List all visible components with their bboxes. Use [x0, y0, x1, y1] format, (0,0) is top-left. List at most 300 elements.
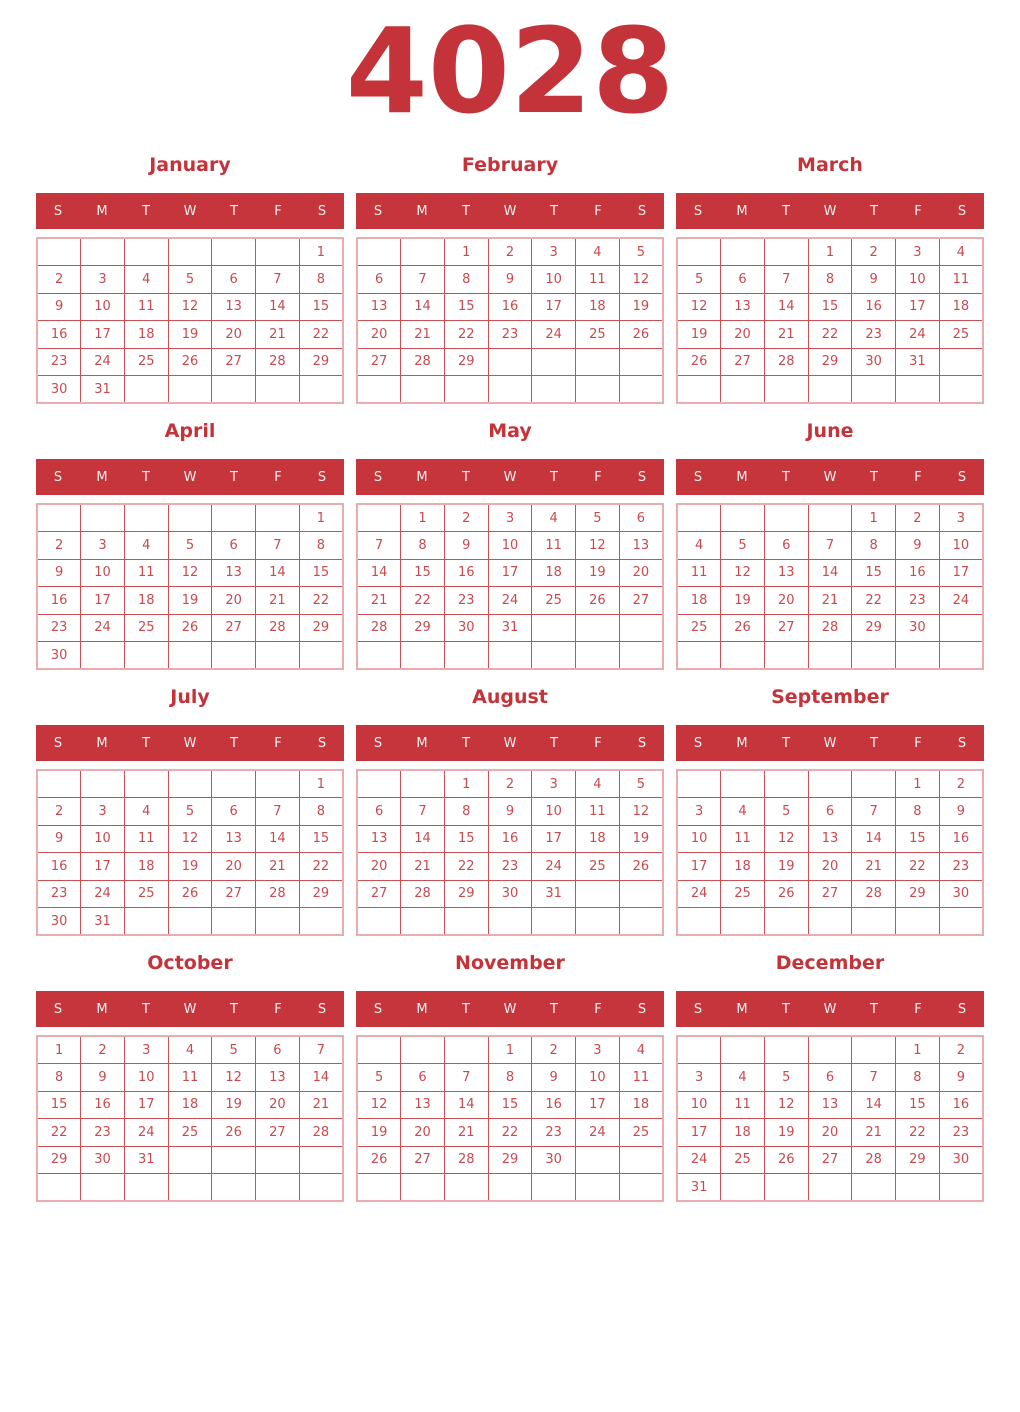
weekday-header — [36, 193, 344, 229]
date-cell: 19 — [619, 293, 663, 321]
date-cell: 28 — [256, 880, 300, 908]
date-cell: 12 — [168, 825, 212, 853]
date-cell: 26 — [576, 587, 620, 615]
weekday-label: M — [96, 735, 108, 751]
empty-cell — [401, 1036, 445, 1064]
date-cell: 11 — [677, 559, 721, 587]
month-dates-body — [37, 504, 343, 669]
date-cell: 9 — [444, 532, 488, 560]
empty-cell — [81, 1174, 125, 1202]
weekday-label: M — [96, 1001, 108, 1017]
date-cell: 15 — [488, 1091, 532, 1119]
date-cell: 4 — [576, 770, 620, 798]
date-cell: 22 — [896, 1119, 940, 1147]
date-cell: 5 — [764, 798, 808, 826]
week-row — [37, 238, 343, 266]
weekday-header — [676, 725, 984, 761]
date-cell: 12 — [168, 559, 212, 587]
empty-cell — [939, 348, 983, 376]
month-dates-body — [37, 1036, 343, 1201]
weekday-label: F — [914, 203, 922, 219]
date-cell: 6 — [357, 798, 401, 826]
date-cell: 11 — [721, 825, 765, 853]
month-dates-table — [36, 1035, 344, 1202]
empty-cell — [168, 1146, 212, 1174]
date-cell: 23 — [37, 880, 81, 908]
week-row — [677, 614, 983, 642]
month-dates-body — [677, 238, 983, 403]
date-cell: 9 — [939, 1064, 983, 1092]
year-title: 4028 — [345, 2, 675, 140]
month-block — [36, 414, 344, 670]
weekday-label: S — [53, 1001, 63, 1017]
date-cell: 20 — [764, 587, 808, 615]
date-cell: 25 — [124, 880, 168, 908]
date-cell: 18 — [721, 1119, 765, 1147]
month-block — [356, 414, 664, 670]
date-cell: 19 — [357, 1119, 401, 1147]
month-block — [356, 946, 664, 1202]
date-cell: 16 — [488, 825, 532, 853]
empty-cell — [764, 376, 808, 404]
date-cell: 21 — [852, 853, 896, 881]
empty-cell — [532, 376, 576, 404]
month-block — [36, 148, 344, 404]
month-block — [676, 148, 984, 404]
weekday-label: T — [870, 735, 878, 751]
weekday-label: F — [274, 1001, 282, 1017]
empty-cell — [576, 376, 620, 404]
date-cell: 16 — [37, 853, 81, 881]
weekday-label: M — [736, 1001, 748, 1017]
week-row — [37, 614, 343, 642]
date-cell: 19 — [677, 321, 721, 349]
empty-cell — [808, 376, 852, 404]
date-cell: 3 — [532, 770, 576, 798]
month-dates-body — [37, 770, 343, 935]
week-row — [357, 614, 663, 642]
date-cell: 29 — [444, 348, 488, 376]
date-cell: 23 — [37, 348, 81, 376]
empty-cell — [721, 1036, 765, 1064]
empty-cell — [444, 908, 488, 936]
week-row — [357, 266, 663, 294]
week-row — [357, 1064, 663, 1092]
date-cell: 1 — [299, 238, 343, 266]
date-cell: 24 — [81, 880, 125, 908]
empty-cell — [357, 770, 401, 798]
date-cell: 28 — [401, 348, 445, 376]
weekday-label: T — [782, 469, 790, 485]
weekday-label: T — [462, 203, 470, 219]
weekday-header — [676, 991, 984, 1027]
date-cell: 27 — [619, 587, 663, 615]
date-cell: 29 — [444, 880, 488, 908]
date-cell: 15 — [299, 293, 343, 321]
week-row — [37, 1119, 343, 1147]
empty-cell — [532, 642, 576, 670]
date-cell: 25 — [576, 853, 620, 881]
weekday-label: S — [693, 203, 703, 219]
week-row — [677, 559, 983, 587]
week-row — [357, 642, 663, 670]
date-cell: 21 — [444, 1119, 488, 1147]
date-cell: 2 — [488, 238, 532, 266]
date-cell: 26 — [764, 880, 808, 908]
date-cell: 16 — [37, 321, 81, 349]
date-cell: 7 — [852, 1064, 896, 1092]
date-cell: 22 — [299, 321, 343, 349]
date-cell: 18 — [721, 853, 765, 881]
weekday-label: T — [550, 469, 558, 485]
date-cell: 30 — [896, 614, 940, 642]
month-name: January — [149, 154, 231, 176]
date-cell: 16 — [444, 559, 488, 587]
date-cell: 24 — [939, 587, 983, 615]
date-cell: 14 — [852, 1091, 896, 1119]
date-cell: 23 — [488, 853, 532, 881]
date-cell: 4 — [721, 1064, 765, 1092]
month-block — [36, 946, 344, 1202]
weekday-label: M — [96, 469, 108, 485]
date-cell: 11 — [619, 1064, 663, 1092]
week-row — [677, 798, 983, 826]
empty-cell — [124, 908, 168, 936]
date-cell: 11 — [576, 266, 620, 294]
week-row — [37, 559, 343, 587]
date-cell: 23 — [444, 587, 488, 615]
date-cell: 13 — [212, 293, 256, 321]
weekday-label: F — [274, 469, 282, 485]
date-cell: 27 — [401, 1146, 445, 1174]
date-cell: 19 — [619, 825, 663, 853]
weekday-label: T — [462, 469, 470, 485]
weekday-header — [356, 459, 664, 495]
date-cell: 19 — [764, 853, 808, 881]
weekday-label: T — [870, 1001, 878, 1017]
date-cell: 13 — [212, 559, 256, 587]
date-cell: 1 — [444, 770, 488, 798]
date-cell: 27 — [357, 348, 401, 376]
week-row — [677, 1091, 983, 1119]
week-row — [357, 1119, 663, 1147]
date-cell: 10 — [532, 266, 576, 294]
date-cell: 24 — [896, 321, 940, 349]
weekday-label: W — [183, 469, 197, 485]
date-cell: 27 — [721, 348, 765, 376]
month-dates-body — [37, 238, 343, 403]
empty-cell — [256, 376, 300, 404]
date-cell: 9 — [488, 798, 532, 826]
empty-cell — [808, 908, 852, 936]
date-cell: 5 — [721, 532, 765, 560]
empty-cell — [576, 880, 620, 908]
date-cell: 29 — [896, 1146, 940, 1174]
date-cell: 15 — [808, 293, 852, 321]
week-row — [677, 348, 983, 376]
date-cell: 22 — [37, 1119, 81, 1147]
empty-cell — [677, 376, 721, 404]
date-cell: 3 — [939, 504, 983, 532]
weekday-label: M — [416, 203, 428, 219]
date-cell: 23 — [532, 1119, 576, 1147]
date-cell: 26 — [168, 880, 212, 908]
date-cell: 18 — [124, 321, 168, 349]
date-cell: 25 — [619, 1119, 663, 1147]
date-cell: 5 — [168, 266, 212, 294]
date-cell: 13 — [808, 825, 852, 853]
date-cell: 6 — [808, 798, 852, 826]
date-cell: 9 — [37, 825, 81, 853]
empty-cell — [212, 238, 256, 266]
empty-cell — [256, 1146, 300, 1174]
empty-cell — [576, 1146, 620, 1174]
date-cell: 30 — [852, 348, 896, 376]
date-cell: 6 — [357, 266, 401, 294]
empty-cell — [488, 642, 532, 670]
month-dates-body — [357, 238, 663, 403]
empty-cell — [81, 504, 125, 532]
date-cell: 8 — [37, 1064, 81, 1092]
week-row — [37, 376, 343, 404]
weekday-label: S — [53, 469, 63, 485]
date-cell: 12 — [619, 266, 663, 294]
month-name: August — [472, 686, 548, 708]
weekday-label: T — [782, 203, 790, 219]
date-cell: 20 — [357, 853, 401, 881]
date-cell: 2 — [488, 770, 532, 798]
date-cell: 30 — [939, 1146, 983, 1174]
empty-cell — [764, 1174, 808, 1202]
date-cell: 14 — [852, 825, 896, 853]
date-cell: 22 — [299, 587, 343, 615]
date-cell: 1 — [808, 238, 852, 266]
date-cell: 29 — [808, 348, 852, 376]
date-cell: 7 — [256, 266, 300, 294]
empty-cell — [721, 908, 765, 936]
weekday-label: F — [594, 1001, 602, 1017]
empty-cell — [444, 1036, 488, 1064]
date-cell: 31 — [896, 348, 940, 376]
date-cell: 12 — [168, 293, 212, 321]
date-cell: 15 — [401, 559, 445, 587]
empty-cell — [619, 880, 663, 908]
date-cell: 4 — [721, 798, 765, 826]
date-cell: 28 — [299, 1119, 343, 1147]
date-cell: 13 — [256, 1064, 300, 1092]
date-cell: 9 — [37, 559, 81, 587]
date-cell: 26 — [619, 321, 663, 349]
date-cell: 3 — [532, 238, 576, 266]
weekday-label: F — [274, 203, 282, 219]
date-cell: 24 — [488, 587, 532, 615]
date-cell: 1 — [299, 504, 343, 532]
date-cell: 14 — [808, 559, 852, 587]
empty-cell — [808, 770, 852, 798]
empty-cell — [256, 238, 300, 266]
date-cell: 16 — [488, 293, 532, 321]
week-row — [677, 908, 983, 936]
week-row — [357, 1146, 663, 1174]
month-dates-table — [356, 1035, 664, 1202]
weekday-label: T — [142, 735, 150, 751]
empty-cell — [299, 1146, 343, 1174]
date-cell: 10 — [939, 532, 983, 560]
weekday-label: S — [957, 1001, 967, 1017]
empty-cell — [357, 376, 401, 404]
date-cell: 31 — [81, 908, 125, 936]
date-cell: 21 — [852, 1119, 896, 1147]
empty-cell — [357, 504, 401, 532]
date-cell: 29 — [401, 614, 445, 642]
empty-cell — [532, 348, 576, 376]
date-cell: 19 — [721, 587, 765, 615]
month-dates-body — [677, 1036, 983, 1201]
empty-cell — [168, 504, 212, 532]
date-cell: 17 — [81, 321, 125, 349]
date-cell: 17 — [532, 293, 576, 321]
weekday-label: M — [736, 203, 748, 219]
date-cell: 25 — [721, 1146, 765, 1174]
weekday-header — [676, 459, 984, 495]
date-cell: 18 — [168, 1091, 212, 1119]
week-row — [37, 321, 343, 349]
date-cell: 24 — [677, 880, 721, 908]
empty-cell — [444, 642, 488, 670]
weekday-label: W — [503, 1001, 517, 1017]
week-row — [677, 770, 983, 798]
date-cell: 31 — [677, 1174, 721, 1202]
empty-cell — [124, 376, 168, 404]
date-cell: 24 — [532, 321, 576, 349]
empty-cell — [721, 1174, 765, 1202]
empty-cell — [939, 614, 983, 642]
month-dates-table — [676, 503, 984, 670]
date-cell: 29 — [299, 348, 343, 376]
week-row — [677, 1036, 983, 1064]
week-row — [357, 1174, 663, 1202]
date-cell: 23 — [939, 1119, 983, 1147]
weekday-label: S — [957, 469, 967, 485]
date-cell: 17 — [488, 559, 532, 587]
date-cell: 23 — [939, 853, 983, 881]
empty-cell — [532, 1174, 576, 1202]
date-cell: 24 — [81, 614, 125, 642]
date-cell: 8 — [299, 798, 343, 826]
date-cell: 18 — [576, 825, 620, 853]
date-cell: 21 — [256, 853, 300, 881]
empty-cell — [401, 376, 445, 404]
months-grid — [0, 148, 1020, 1202]
weekday-label: F — [914, 469, 922, 485]
empty-cell — [212, 504, 256, 532]
date-cell: 24 — [124, 1119, 168, 1147]
date-cell: 22 — [444, 321, 488, 349]
date-cell: 9 — [81, 1064, 125, 1092]
empty-cell — [532, 908, 576, 936]
month-dates-body — [357, 770, 663, 935]
empty-cell — [124, 1174, 168, 1202]
date-cell: 12 — [576, 532, 620, 560]
month-name: December — [775, 952, 885, 974]
date-cell: 25 — [939, 321, 983, 349]
weekday-label: W — [823, 735, 837, 751]
empty-cell — [896, 908, 940, 936]
empty-cell — [212, 376, 256, 404]
week-row — [677, 266, 983, 294]
weekday-label: M — [416, 1001, 428, 1017]
date-cell: 13 — [619, 532, 663, 560]
date-cell: 17 — [677, 853, 721, 881]
weekday-label: S — [317, 203, 327, 219]
weekday-label: W — [823, 203, 837, 219]
date-cell: 2 — [532, 1036, 576, 1064]
date-cell: 2 — [939, 770, 983, 798]
date-cell: 29 — [896, 880, 940, 908]
week-row — [37, 880, 343, 908]
date-cell: 11 — [168, 1064, 212, 1092]
date-cell: 2 — [444, 504, 488, 532]
empty-cell — [677, 642, 721, 670]
date-cell: 4 — [124, 266, 168, 294]
week-row — [357, 348, 663, 376]
date-cell: 17 — [532, 825, 576, 853]
date-cell: 16 — [896, 559, 940, 587]
empty-cell — [37, 1174, 81, 1202]
week-row — [677, 1174, 983, 1202]
date-cell: 2 — [896, 504, 940, 532]
date-cell: 22 — [488, 1119, 532, 1147]
date-cell: 1 — [37, 1036, 81, 1064]
week-row — [357, 908, 663, 936]
empty-cell — [256, 1174, 300, 1202]
date-cell: 9 — [939, 798, 983, 826]
weekday-label: M — [736, 735, 748, 751]
empty-cell — [488, 348, 532, 376]
date-cell: 10 — [576, 1064, 620, 1092]
empty-cell — [852, 1036, 896, 1064]
week-row — [357, 559, 663, 587]
empty-cell — [168, 1174, 212, 1202]
week-row — [37, 266, 343, 294]
date-cell: 26 — [212, 1119, 256, 1147]
date-cell: 28 — [852, 880, 896, 908]
empty-cell — [37, 238, 81, 266]
week-row — [677, 376, 983, 404]
date-cell: 11 — [124, 559, 168, 587]
empty-cell — [357, 908, 401, 936]
date-cell: 10 — [677, 825, 721, 853]
weekday-header — [356, 725, 664, 761]
empty-cell — [576, 1174, 620, 1202]
date-cell: 6 — [256, 1036, 300, 1064]
date-cell: 1 — [852, 504, 896, 532]
empty-cell — [299, 376, 343, 404]
week-row — [37, 532, 343, 560]
date-cell: 14 — [256, 825, 300, 853]
date-cell: 6 — [721, 266, 765, 294]
date-cell: 11 — [939, 266, 983, 294]
date-cell: 23 — [852, 321, 896, 349]
weekday-header — [356, 193, 664, 229]
date-cell: 29 — [37, 1146, 81, 1174]
date-cell: 25 — [124, 348, 168, 376]
empty-cell — [808, 1174, 852, 1202]
month-dates-body — [357, 504, 663, 669]
weekday-label: F — [274, 735, 282, 751]
date-cell: 9 — [532, 1064, 576, 1092]
week-row — [357, 321, 663, 349]
